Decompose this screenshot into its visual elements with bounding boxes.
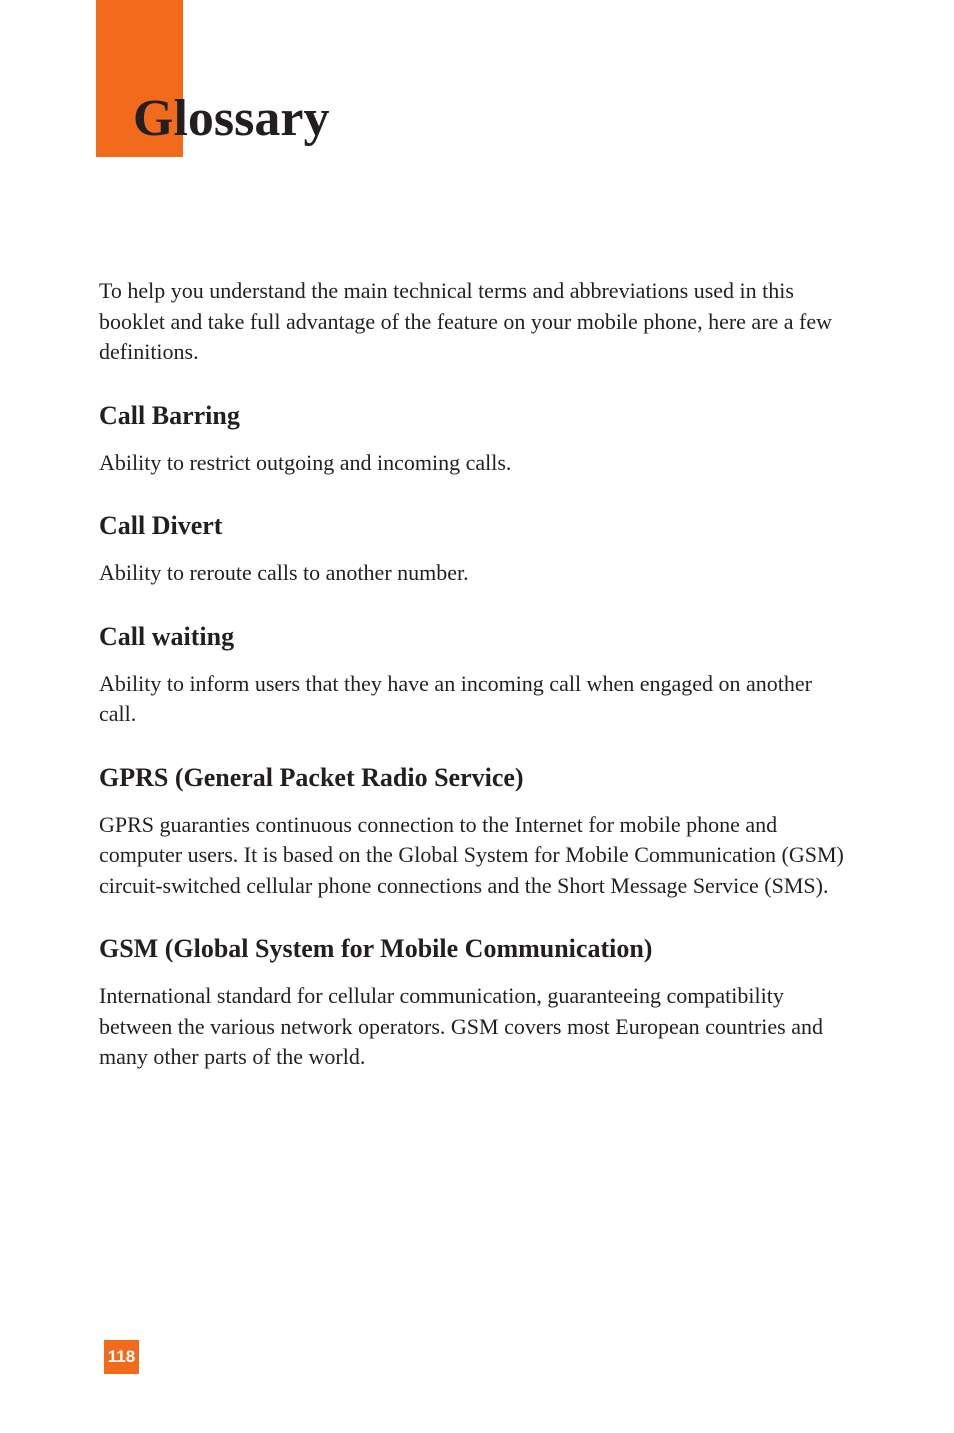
glossary-definition: GPRS guaranties continuous connection to the Internet for mobile phone and computer users. It is based on the Global System for Mobile Communication (GSM) circuit-switched cellular phone connections and the Short Message Service (SMS). bbox=[99, 811, 844, 898]
glossary-term: Call waiting bbox=[99, 621, 235, 651]
glossary-entry-gprs bbox=[99, 762, 844, 902]
glossary-term: GSM (Global System for Mobile Communication) bbox=[99, 934, 653, 963]
glossary-definition: International standard for cellular communication, guaranteeing compatibility between the various network operators. GSM covers most European countries and many other parts of the world. bbox=[99, 983, 823, 1069]
intro-paragraph: To help you understand the main technical terms and abbreviations used in this booklet and take full advantage of the feature on your mobile phone, here are a few definitions. bbox=[99, 278, 833, 364]
glossary-content bbox=[99, 276, 844, 1073]
page-title: Glossary bbox=[133, 90, 330, 147]
glossary-term: Call Divert bbox=[99, 511, 223, 540]
glossary-entry-call-waiting bbox=[99, 621, 844, 730]
glossary-definition: Ability to inform users that they have an incoming call when engaged on another call. bbox=[99, 670, 812, 726]
glossary-term: Call Barring bbox=[99, 400, 240, 430]
glossary-entry-gsm bbox=[99, 933, 844, 1073]
glossary-term: GPRS (General Packet Radio Service) bbox=[99, 762, 524, 792]
glossary-definition: Ability to restrict outgoing and incoming calls. bbox=[99, 449, 512, 475]
glossary-entry-call-divert bbox=[99, 510, 844, 589]
glossary-entry-call-barring bbox=[99, 400, 844, 479]
page-number-badge: 118 bbox=[104, 1340, 139, 1374]
glossary-definition: Ability to reroute calls to another number. bbox=[99, 560, 469, 585]
